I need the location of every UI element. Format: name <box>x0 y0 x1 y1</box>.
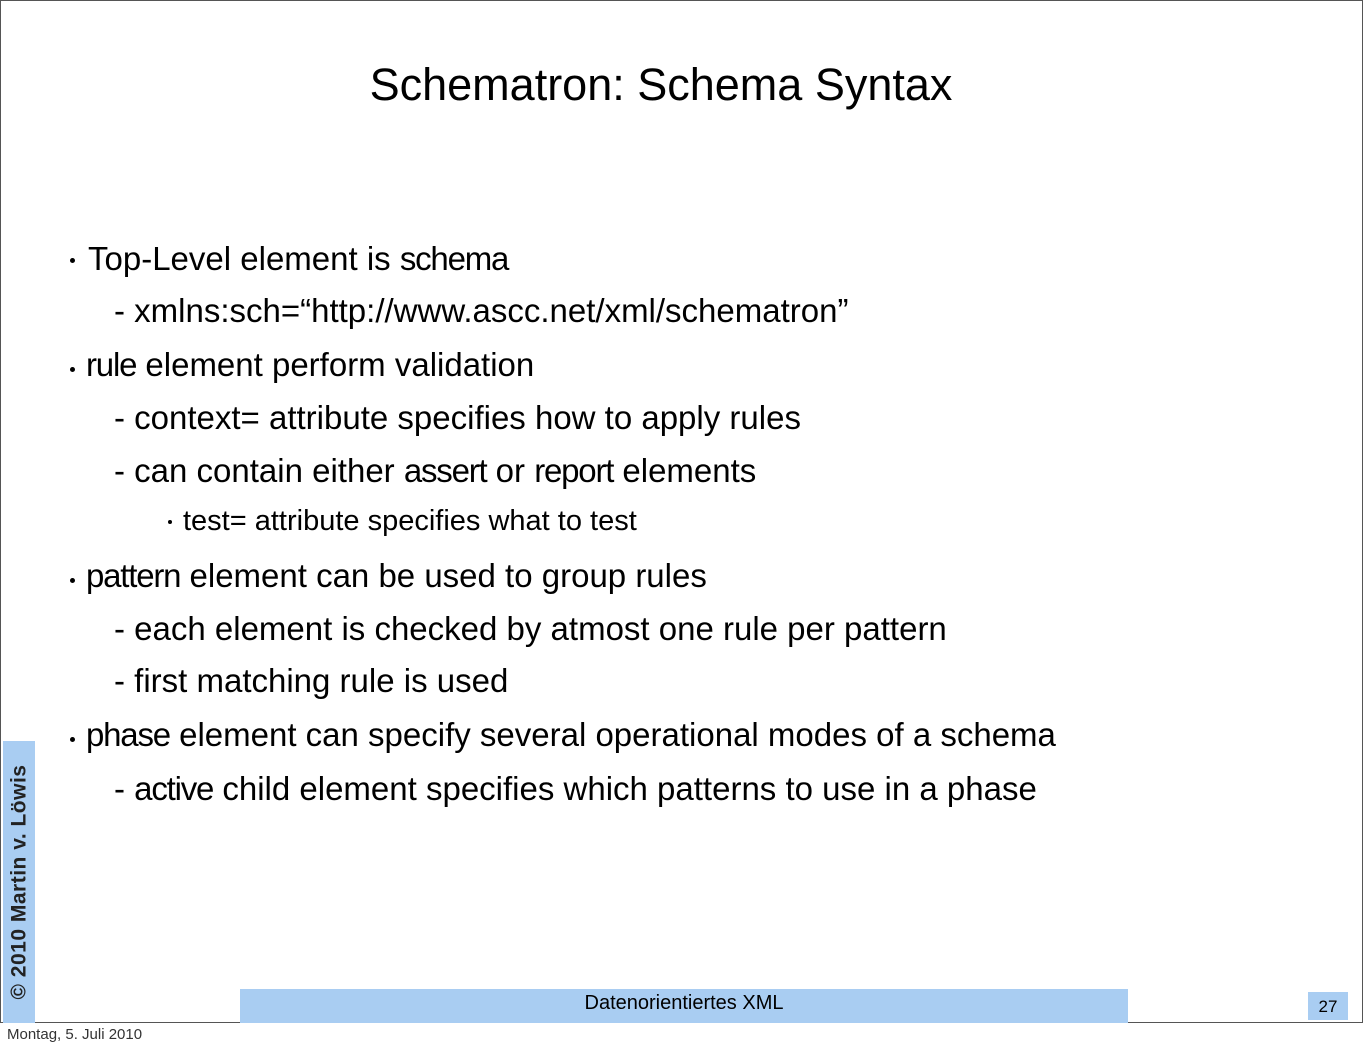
bullet-text: element perform validation <box>136 346 535 383</box>
sub-item-first-matching: - first matching rule is used <box>114 662 509 699</box>
footer-title: Datenorientiertes XML <box>584 992 784 1014</box>
sub-text: elements <box>613 452 757 489</box>
code-phase: phase <box>86 716 170 753</box>
sub-item-context: - context= attribute specifies how to apply rules <box>114 399 801 436</box>
code-assert: assert <box>403 452 487 489</box>
date-stamp: Montag, 5. Juli 2010 <box>7 1026 143 1043</box>
code-schema: schema <box>399 240 509 277</box>
bullet-top-level <box>88 239 508 279</box>
bullet-rule <box>86 345 534 385</box>
sub-text: child element specifies which patterns to use in a phase <box>213 770 1037 807</box>
bullet-dot <box>168 520 172 524</box>
bullet-dot <box>70 578 75 583</box>
bullet-dot <box>70 367 75 372</box>
bullet-pattern <box>86 556 707 596</box>
slide-title: Schematron: Schema Syntax <box>369 59 953 110</box>
page-number: 27 <box>1308 992 1348 1020</box>
bullet-phase <box>86 715 1056 755</box>
bullet-text: element can be used to group rules <box>180 557 707 594</box>
bullet-text: Top-Level element is <box>88 240 400 277</box>
sub-text: - <box>114 770 135 807</box>
sub-sub-item-test: test= attribute specifies what to test <box>183 505 637 537</box>
copyright-label: © 2010 Martin v. Löwis <box>7 764 30 1000</box>
sub-item-each-element: - each element is checked by atmost one rule per pattern <box>114 610 947 647</box>
bullet-text: element can specify several operational modes of a schema <box>169 716 1056 753</box>
code-rule: rule <box>86 346 137 383</box>
sub-item-assert-report <box>114 451 756 491</box>
sub-text: - can contain either <box>114 452 404 489</box>
sub-text: or <box>486 452 535 489</box>
bullet-dot <box>70 258 75 263</box>
copyright-label-wrap <box>3 741 35 1023</box>
code-report: report <box>534 452 614 489</box>
bullet-dot <box>70 737 75 742</box>
code-active: active <box>134 770 214 807</box>
sub-item-xmlns: - xmlns:sch=“http://www.ascc.net/xml/schematron” <box>114 292 849 329</box>
sub-item-active <box>114 769 1037 809</box>
code-pattern: pattern <box>86 557 181 594</box>
